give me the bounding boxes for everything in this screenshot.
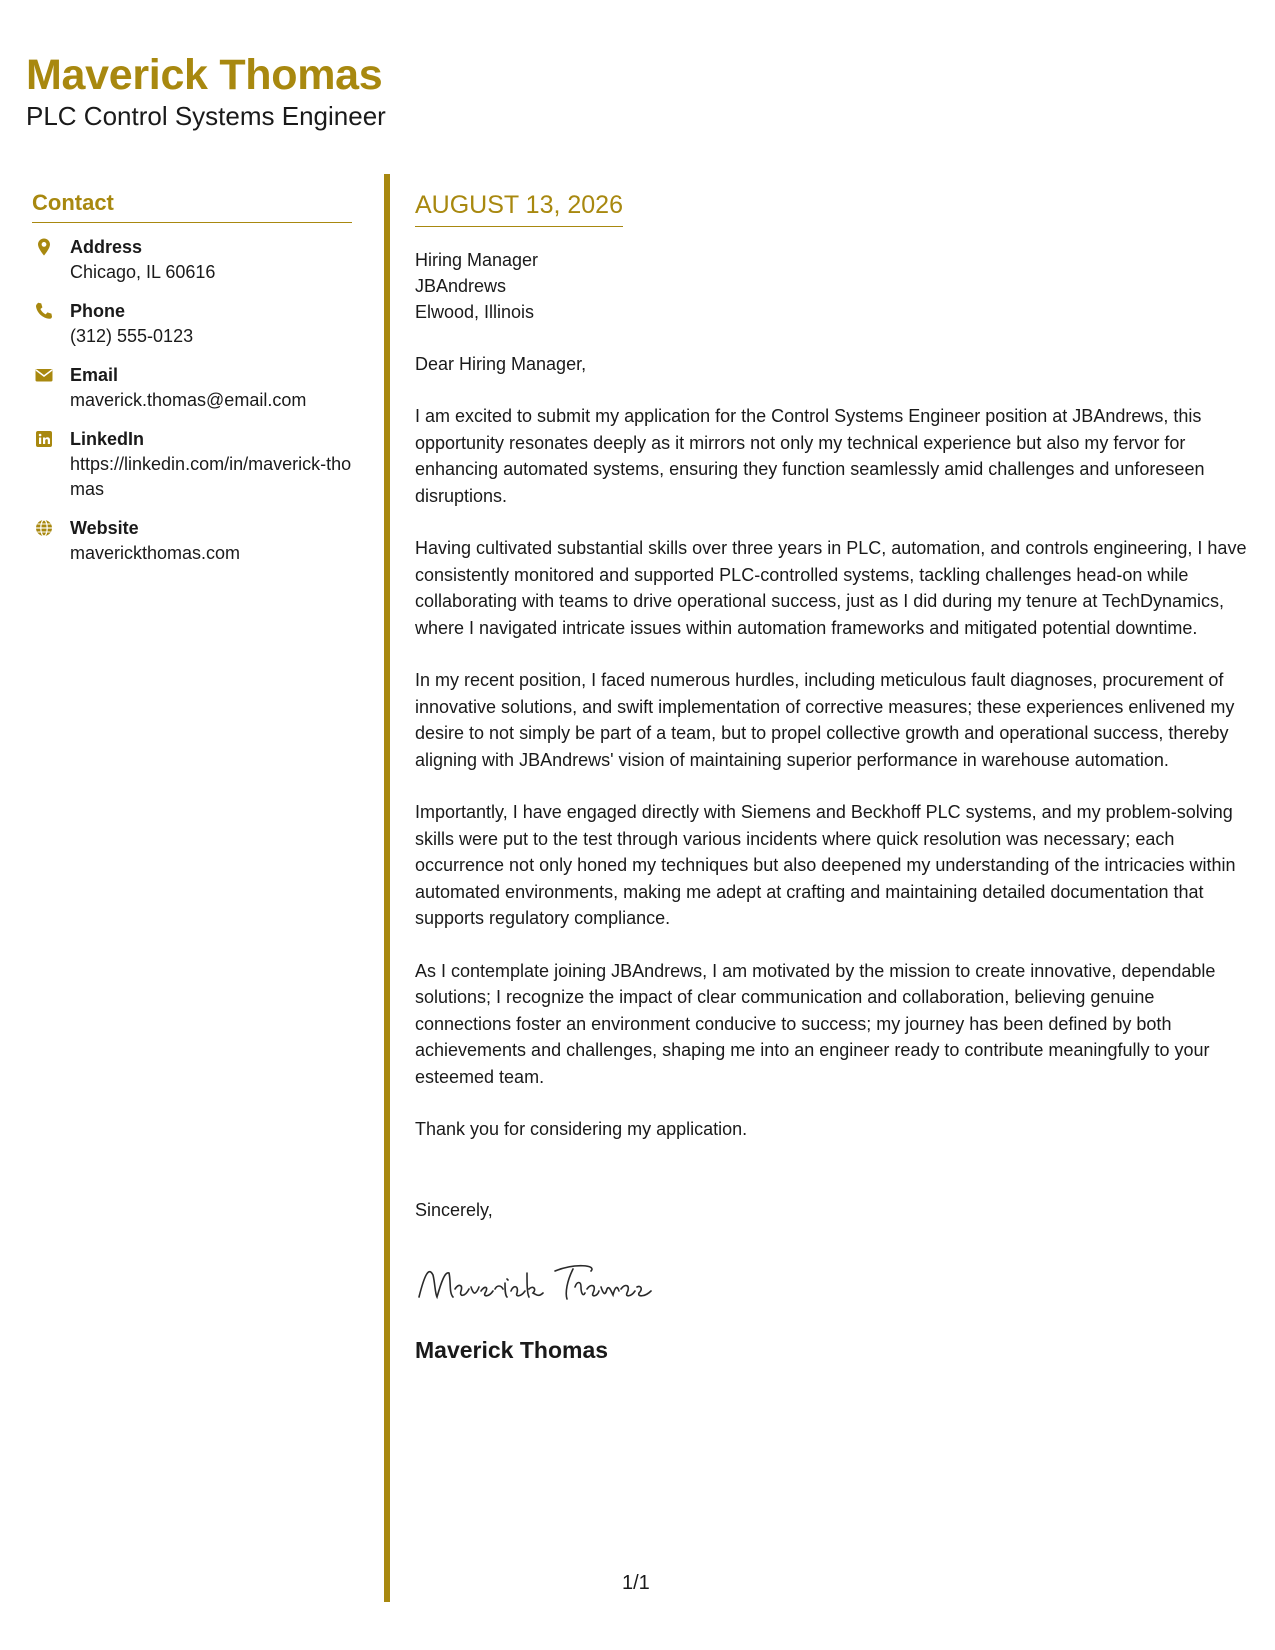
letter-date: AUGUST 13, 2026 [415,190,623,227]
letter-paragraph: Importantly, I have engaged directly with Siemens and Beckhoff PLC systems, and my problem-solving skills were put to the test through various incidents where quick resolution was necessary; each occurrence not only honed my techniques but also deepened my understanding of the intricacies within automated environments, making me adept at crafting and maintaining detailed documentation that supports regulatory compliance. [415,802,1236,928]
contact-label: Phone [70,301,126,321]
recipient-location: Elwood, Illinois [415,302,535,322]
recipient-block [415,247,1255,325]
phone-icon [34,301,54,321]
contact-value: maverick.thomas@email.com [70,390,307,410]
letter-body [415,190,1255,1365]
letter-paragraph: Thank you for considering my application. [415,1119,748,1139]
page-number: 1/1 [622,1572,650,1594]
letter-paragraph: In my recent position, I faced numerous hurdles, including meticulous fault diagnoses, procurement of innovative solutions, and swift implementation of corrective measures; these experiences enlivened my desire to not simply be part of a team, but to propel collective growth and operational success, thereby aligning with JBAndrews' vision of maintaining superior performance in warehouse automation. [415,670,1235,770]
contact-label: Website [70,518,139,538]
contact-value: maverickthomas.com [70,543,241,563]
contact-label: LinkedIn [70,429,145,449]
recipient-name: Hiring Manager [415,250,539,270]
letter-paragraph: As I contemplate joining JBAndrews, I am motivated by the mission to create innovative, dependable solutions; I recognize the impact of clear communication and collaboration, believing genuine connections foster an environment conducive to success; my journey has been defined by both achievements and challenges, shaping me into an engineer ready to contribute meaningfully to your esteemed team. [415,960,1216,1087]
contact-list [32,235,352,566]
linkedin-icon [34,429,54,449]
contact-value: Chicago, IL 60616 [70,262,216,282]
recipient-company: JBAndrews [415,276,507,296]
envelope-icon [34,365,54,385]
signer-name: Maverick Thomas [415,1336,609,1363]
contact-sidebar [32,190,352,580]
contact-item-website [32,516,352,566]
applicant-name: Maverick Thomas [26,51,383,99]
globe-icon [34,518,54,538]
contact-label: Email [70,365,119,385]
letter-closing: Sincerely, [415,1199,493,1220]
contact-value: (312) 555-0123 [70,326,194,346]
resume-header [26,50,386,132]
salutation: Dear Hiring Manager, [415,354,587,374]
handwritten-signature [415,1253,675,1311]
contact-heading: Contact [32,190,352,223]
contact-value: https://linkedin.com/in/maverick-thomas [70,454,352,499]
contact-item-phone [32,299,352,349]
applicant-title: PLC Control Systems Engineer [26,101,386,131]
contact-item-address [32,235,352,285]
column-divider [384,174,390,1602]
contact-item-linkedin [32,427,352,502]
letter-paragraph: I am excited to submit my application for the Control Systems Engineer position at JBAndrews, this opportunity resonates deeply as it mirrors not only my technical experience but also my fervor for enhancing automated systems, ensuring they function seamlessly amid challenges and unforeseen disruptions. [415,406,1205,506]
contact-item-email [32,363,352,413]
contact-label: Address [70,237,143,257]
map-pin-icon [34,237,54,257]
letter-paragraph: Having cultivated substantial skills over three years in PLC, automation, and controls engineering, I have consistently monitored and supported PLC-controlled systems, tackling challenges head-on while collaborating with teams to drive operational success, just as I did during my tenure at TechDynamics, where I navigated intricate issues within automation frameworks and mitigated potential downtime. [415,538,1247,638]
